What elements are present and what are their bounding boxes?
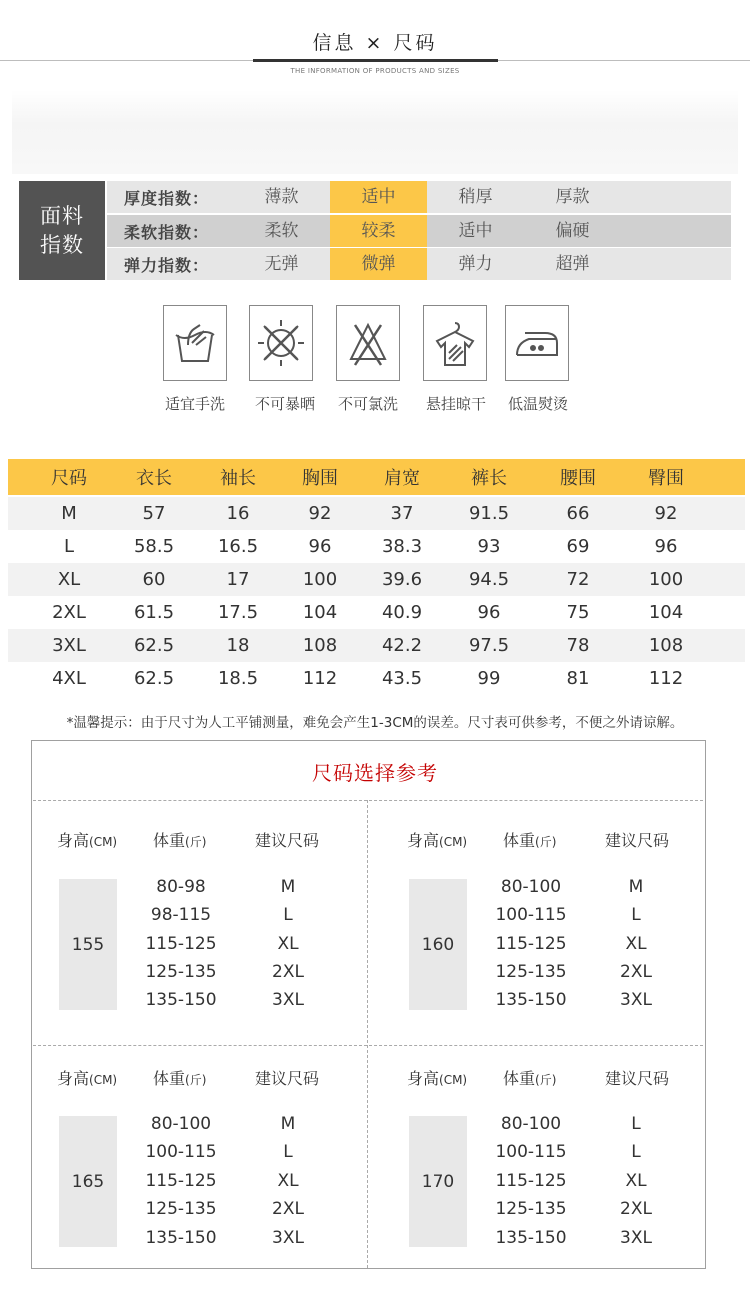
column-header: 袖长 [220, 468, 256, 489]
weight-range: 115-125 [145, 934, 217, 954]
weight-range: 125-135 [145, 1199, 217, 1219]
weight-range: 135-150 [495, 990, 567, 1010]
table-cell: 81 [566, 668, 590, 689]
softness-label: 柔软指数： [124, 222, 210, 242]
thickness-option: 薄款 [264, 187, 299, 207]
care-label: 适宜手洗 [164, 395, 225, 413]
table-cell: XL [57, 569, 81, 590]
suggested-size: M [628, 877, 644, 897]
elasticity-row [107, 248, 731, 280]
suggested-size: XL [625, 1171, 647, 1191]
table-cell: 66 [566, 503, 590, 524]
weight-range: 125-135 [145, 962, 217, 982]
weight-range: 125-135 [495, 962, 567, 982]
reference-title: 尺码选择参考 [312, 761, 438, 785]
col-size-header: 建议尺码 [255, 831, 320, 850]
table-cell: 104 [302, 602, 338, 623]
table-cell: 99 [477, 668, 501, 689]
thickness-option-selected: 适中 [330, 181, 427, 213]
col-size-header: 建议尺码 [605, 831, 670, 850]
suggested-size: XL [277, 1171, 299, 1191]
suggested-size: L [631, 1114, 641, 1134]
table-cell: 92 [308, 503, 332, 524]
height-value: 165 [59, 1116, 117, 1247]
header-divider-accent [253, 59, 498, 62]
table-cell: 78 [566, 635, 590, 656]
size-table-header [8, 459, 745, 495]
table-cell: 39.6 [381, 569, 423, 590]
elasticity-label: 弹力指数： [124, 255, 210, 275]
table-cell: 60 [142, 569, 166, 590]
table-cell: 112 [302, 668, 338, 689]
weight-range: 80-100 [500, 877, 562, 897]
divider [33, 800, 703, 801]
col-size-header: 建议尺码 [255, 1069, 320, 1088]
thickness-option: 厚款 [555, 187, 590, 207]
weight-range: 135-150 [145, 990, 217, 1010]
fabric-label-line-1: 面料 [40, 203, 84, 228]
suggested-size: L [283, 1142, 293, 1162]
column-header: 尺码 [51, 468, 87, 489]
column-header: 胸围 [302, 468, 338, 489]
weight-range: 100-115 [495, 905, 567, 925]
table-cell: 69 [566, 536, 590, 557]
weight-range: 100-115 [145, 1142, 217, 1162]
suggested-size: M [280, 1114, 296, 1134]
table-cell: 72 [566, 569, 590, 590]
care-label: 悬挂晾干 [425, 395, 486, 413]
thickness-label: 厚度指数： [124, 188, 210, 208]
table-cell: 58.5 [133, 536, 175, 557]
table-cell: 96 [308, 536, 332, 557]
suggested-size: M [280, 877, 296, 897]
column-header: 裤长 [471, 468, 507, 489]
suggested-size: 2XL [620, 962, 652, 982]
weight-range: 115-125 [145, 1171, 217, 1191]
height-value: 155 [59, 879, 117, 1010]
table-cell: 62.5 [133, 635, 175, 656]
column-header: 臀围 [648, 468, 684, 489]
no-sun-icon [249, 305, 313, 381]
table-cell: 37 [390, 503, 414, 524]
weight-range: 115-125 [495, 934, 567, 954]
table-cell: 57 [142, 503, 166, 524]
weight-range: 80-100 [500, 1114, 562, 1134]
suggested-size: 2XL [272, 962, 304, 982]
table-cell: 17 [226, 569, 250, 590]
col-weight-header: 体重(斤) [503, 831, 557, 850]
fabric-label-line-2: 指数 [40, 232, 84, 257]
col-weight-header: 体重(斤) [153, 831, 207, 850]
height-value: 170 [409, 1116, 467, 1247]
divider [33, 1045, 703, 1046]
softness-option: 适中 [458, 221, 493, 241]
table-cell: L [63, 536, 75, 557]
table-row [8, 596, 745, 629]
column-header: 腰围 [560, 468, 596, 489]
care-label: 低温熨烫 [507, 395, 568, 413]
softness-row [107, 215, 731, 247]
elasticity-option: 弹力 [458, 254, 493, 274]
suggested-size: 3XL [272, 1228, 304, 1248]
no-bleach-icon [336, 305, 400, 381]
height-value: 160 [409, 879, 467, 1010]
weight-range: 100-115 [495, 1142, 567, 1162]
table-cell: 108 [648, 635, 684, 656]
suggested-size: 3XL [272, 990, 304, 1010]
suggested-size: XL [625, 934, 647, 954]
softness-option: 偏硬 [555, 221, 590, 241]
column-header: 衣长 [136, 468, 172, 489]
table-cell: 18.5 [217, 668, 259, 689]
softness-option: 柔软 [264, 221, 299, 241]
table-cell: 43.5 [381, 668, 423, 689]
divider [367, 800, 368, 1268]
suggested-size: 2XL [620, 1199, 652, 1219]
table-cell: 62.5 [133, 668, 175, 689]
suggested-size: 3XL [620, 990, 652, 1010]
table-cell: 92 [654, 503, 678, 524]
table-row [8, 497, 745, 530]
table-cell: 18 [226, 635, 250, 656]
suggested-size: L [631, 1142, 641, 1162]
size-reference-box [31, 740, 706, 1269]
table-cell: 3XL [52, 635, 86, 656]
weight-range: 80-98 [156, 877, 206, 897]
elasticity-option: 无弹 [264, 254, 299, 274]
table-cell: 96 [654, 536, 678, 557]
table-cell: 97.5 [468, 635, 510, 656]
weight-range: 80-100 [150, 1114, 212, 1134]
table-cell: 100 [648, 569, 684, 590]
table-row [8, 530, 745, 563]
thickness-row [107, 181, 731, 213]
care-label: 不可氯洗 [337, 395, 398, 413]
col-weight-header: 体重(斤) [503, 1069, 557, 1088]
weight-range: 135-150 [495, 1228, 567, 1248]
care-label: 不可暴晒 [254, 395, 315, 413]
page-subtitle: THE INFORMATION OF PRODUCTS AND SIZES [290, 67, 460, 75]
table-cell: 42.2 [381, 635, 423, 656]
table-cell: 16 [226, 503, 250, 524]
table-cell: 2XL [52, 602, 86, 623]
table-cell: 75 [566, 602, 590, 623]
table-cell: 104 [648, 602, 684, 623]
table-cell: 91.5 [468, 503, 510, 524]
table-cell: 16.5 [217, 536, 259, 557]
suggested-size: 2XL [272, 1199, 304, 1219]
col-height-header: 身高(CM) [57, 1069, 118, 1088]
col-weight-header: 体重(斤) [153, 1069, 207, 1088]
softness-option-selected: 较柔 [330, 215, 427, 247]
banner-placeholder [12, 90, 738, 174]
column-header: 肩宽 [384, 468, 420, 489]
table-row [8, 662, 745, 695]
col-height-header: 身高(CM) [407, 831, 468, 850]
table-cell: 93 [477, 536, 501, 557]
weight-range: 115-125 [495, 1171, 567, 1191]
hand-wash-icon [163, 305, 227, 381]
weight-range: 98-115 [150, 905, 212, 925]
table-cell: 108 [302, 635, 338, 656]
elasticity-option-selected: 微弹 [330, 248, 427, 280]
suggested-size: XL [277, 934, 299, 954]
elasticity-option: 超弹 [555, 254, 590, 274]
table-cell: 100 [302, 569, 338, 590]
col-size-header: 建议尺码 [605, 1069, 670, 1088]
table-cell: 38.3 [381, 536, 423, 557]
table-cell: 94.5 [468, 569, 510, 590]
low-iron-icon [505, 305, 569, 381]
table-cell: 96 [477, 602, 501, 623]
suggested-size: L [283, 905, 293, 925]
suggested-size: L [631, 905, 641, 925]
table-cell: M [61, 503, 77, 524]
thickness-option: 稍厚 [458, 187, 493, 207]
weight-range: 125-135 [495, 1199, 567, 1219]
table-row [8, 563, 745, 596]
size-tip-note: *温馨提示：由于尺寸为人工平铺测量，难免会产生1-3CM的误差。尺寸表可供参考，不便之外请谅解。 [66, 715, 684, 731]
table-cell: 4XL [52, 668, 86, 689]
table-row [8, 629, 745, 662]
page-title: 信息 × 尺码 [312, 32, 438, 54]
col-height-header: 身高(CM) [57, 831, 118, 850]
table-cell: 40.9 [381, 602, 423, 623]
table-cell: 112 [648, 668, 684, 689]
suggested-size: 3XL [620, 1228, 652, 1248]
hang-dry-icon [423, 305, 487, 381]
fabric-index-label [19, 181, 105, 280]
table-cell: 17.5 [217, 602, 259, 623]
col-height-header: 身高(CM) [407, 1069, 468, 1088]
table-cell: 61.5 [133, 602, 175, 623]
weight-range: 135-150 [145, 1228, 217, 1248]
